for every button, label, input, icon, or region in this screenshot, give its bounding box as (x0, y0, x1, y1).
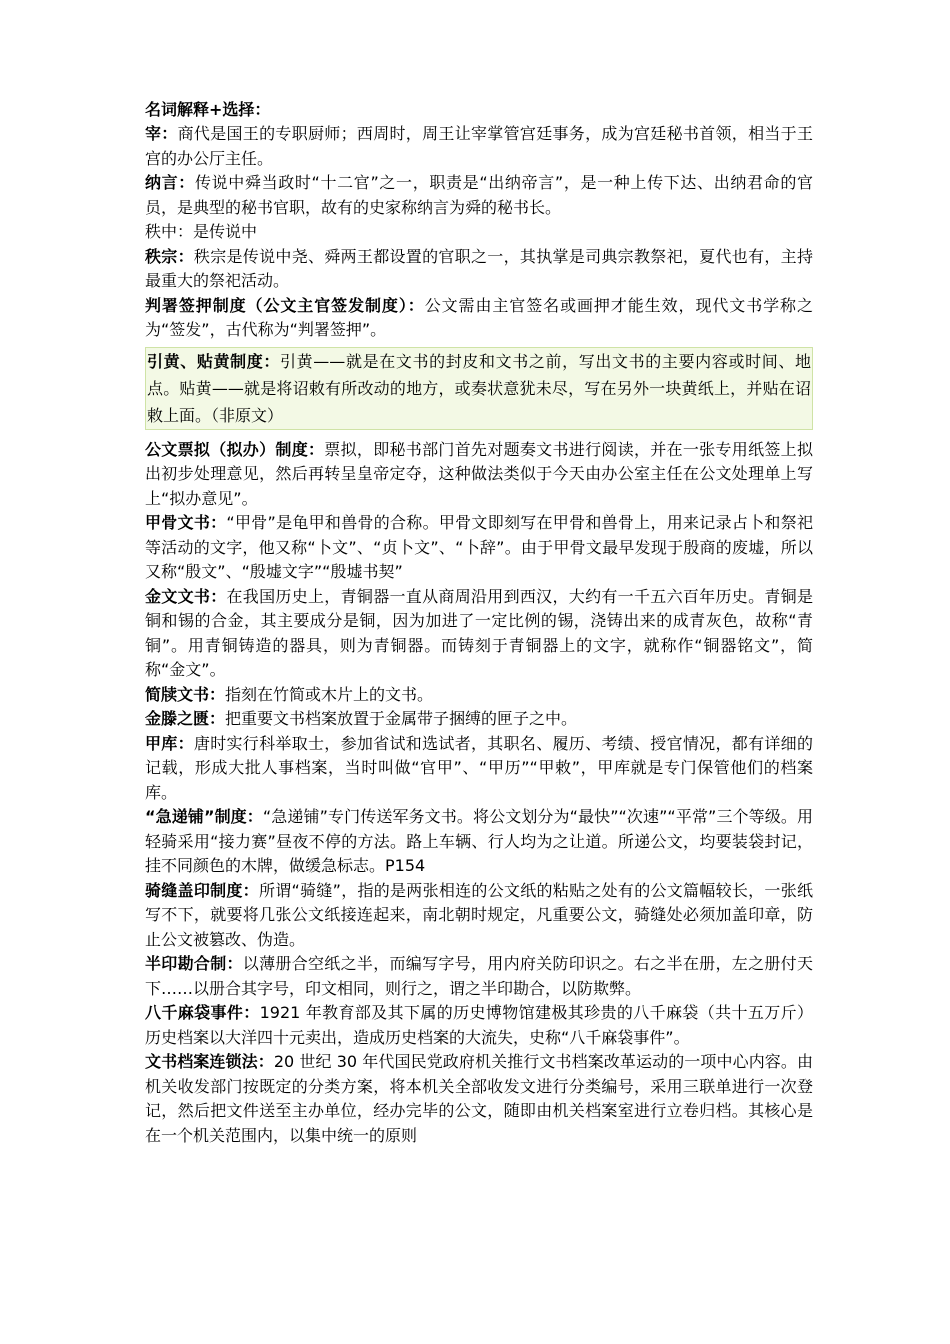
entry-text: 票拟，即秘书部门首先对题奏文书进行阅读，并在一张专用纸签上拟出初步处理意见，然后再转呈皇帝定夺，这种做法类似于今天由办公室主任在公文处理单上写上“拟办意见”。 (145, 439, 813, 508)
entry-jinwen (145, 585, 813, 683)
document-page (145, 98, 813, 1148)
entry-text: “甲骨”是龟甲和兽骨的合称。甲骨文即刻写在甲骨和兽骨上，用来记录占卜和祭祀等活动的文字，他又称“卜文”、“贞卜文”、“卜辞”。由于甲骨文最早发现于殷商的废墟，所以又称“殷文”、“殷墟文字”“殷墟书契” (145, 513, 813, 581)
entry-text: 1921 年教育部及其下属的历史博物馆建极其珍贵的八千麻袋（共十五万斤）历史档案以大洋四十元卖出，造成历史档案的大流失，史称“八千麻袋事件”。 (145, 1003, 813, 1047)
entry-yinhuang-tiehuang (145, 347, 813, 430)
entry-term: 引黄、贴黄制度： (147, 351, 281, 371)
entry-term: 骑缝盖印制度： (145, 880, 259, 900)
entry-text: 20 世纪 30 年代国民党政府机关推行文书档案改革运动的一项中心内容。由机关收发部门按既定的分类方案，将本机关全部收发文进行分类编号，采用三联单进行一次登记，然后把文件送至主办单位，经办完毕的公文，随即由机关档案室进行立卷归档。其核心是在一个机关范围内，以集中统一的原则 (145, 1052, 813, 1145)
entry-text: 在我国历史上，青铜器一直从商周沿用到西汉，大约有一千五六百年历史。青铜是铜和锡的合金，其主要成分是铜，因为加进了一定比例的锡，浇铸出来的成青灰色，故称“青铜”。用青铜铸造的器具，则为青铜器。而铸刻于青铜器上的文字，就称作“铜器铭文”，简称“金文”。 (145, 586, 813, 679)
entry-term: 判署签押制度（公文主官签发制度）： (145, 295, 425, 315)
entry-term: 宰： (145, 124, 178, 143)
entry-text: 把重要文书档案放置于金属带子捆缚的匣子之中。 (225, 709, 578, 728)
entry-liansuofa (145, 1050, 813, 1148)
entry-jiaku (145, 732, 813, 806)
entry-term: 八千麻袋事件： (145, 1003, 260, 1022)
entry-jiagu (145, 511, 813, 585)
entry-term: 甲骨文书： (145, 513, 227, 532)
entry-term: 简牍文书： (145, 684, 226, 704)
entry-text: 所谓“骑缝”，指的是两张相连的公文纸的粘贴之处有的公文篇幅较长，一张纸写不下，就要将几张公文纸接连起来，南北朝时规定，凡重要公文，骑缝处必须加盖印章，防止公文被篡改、伪造。 (145, 880, 813, 949)
entry-term: 秩宗： (145, 246, 194, 266)
entry-text: 唐时实行科举取士，参加省试和选试者，其职名、履历、考绩、授官情况，都有详细的记载，形成大批人事档案，当时叫做“官甲”、“甲历”“甲敕”，甲库就是专门保管他们的档案库。 (145, 733, 813, 802)
section-heading: 名词解释+选择： (145, 100, 271, 119)
entry-text: 传说中舜当政时“十二官”之一，职责是“出纳帝言”，是一种上传下达、出纳君命的官员，是典型的秘书官职，故有的史家称纳言为舜的秘书长。 (145, 173, 813, 217)
entry-zhizhong (145, 220, 813, 245)
entry-zhizong (145, 245, 813, 294)
entry-term: 甲库： (145, 733, 194, 753)
entry-baqian-madai (145, 1001, 813, 1050)
entry-zai (145, 122, 813, 171)
entry-banyin-kanhe (145, 952, 813, 1001)
entry-term: 公文票拟（拟办）制度： (145, 439, 325, 459)
entry-term: 半印勘合制： (145, 954, 243, 973)
entry-term: 金文文书： (145, 586, 227, 606)
entry-text: “急递铺”专门传送军务文书。将公文划分为“最快”“次速”“平常”三个等级。用轻骑采用“接力赛”昼夜不停的方法。路上车辆、行人均为之让道。所递公文，均要装袋封记，挂不同颜色的木牌，做缓急标志。P154 (145, 807, 813, 875)
entry-text: 引黄——就是在文书的封皮和文书之前，写出文书的主要内容或时间、地点。贴黄——就是将诏敕有所改动的地方，或奏状意犹未尽，写在另外一块黄纸上，并贴在诏敕上面。（非原文） (147, 351, 811, 425)
entry-text: 公文需由主官签名或画押才能生效，现代文书学称之为“签发”，古代称为“判署签押”。 (145, 295, 813, 339)
entry-jidipu (145, 805, 813, 879)
entry-text: 秩宗是传说中尧、舜两王都设置的官职之一，其执掌是司典宗教祭祀，夏代也有，主持最重大的祭祀活动。 (145, 246, 813, 290)
entry-jiandu (145, 683, 813, 708)
entry-text: 秩中：是传说中 (145, 222, 258, 241)
entry-term: 文书档案连锁法： (145, 1052, 274, 1071)
entry-text: 以薄册合空纸之半，而编写字号，用内府关防印识之。右之半在册，左之册付天下……以册合其字号，印文相同，则行之，谓之半印勘合，以防欺弊。 (145, 954, 813, 998)
entry-piaoni (145, 438, 813, 512)
entry-term: 纳言： (145, 173, 195, 192)
entry-text: 指刻在竹简或木片上的文书。 (225, 684, 434, 704)
entry-term: 金滕之匮： (145, 709, 226, 728)
entry-nayan (145, 171, 813, 220)
entry-qifeng (145, 879, 813, 953)
entry-term: “急递铺”制度： (145, 807, 263, 826)
entry-panshu-qianya (145, 294, 813, 343)
entry-jinteng (145, 707, 813, 732)
entry-text: 商代是国王的专职厨师；西周时，周王让宰掌管宫廷事务，成为宫廷秘书首领，相当于王宫的办公厅主任。 (145, 124, 813, 168)
